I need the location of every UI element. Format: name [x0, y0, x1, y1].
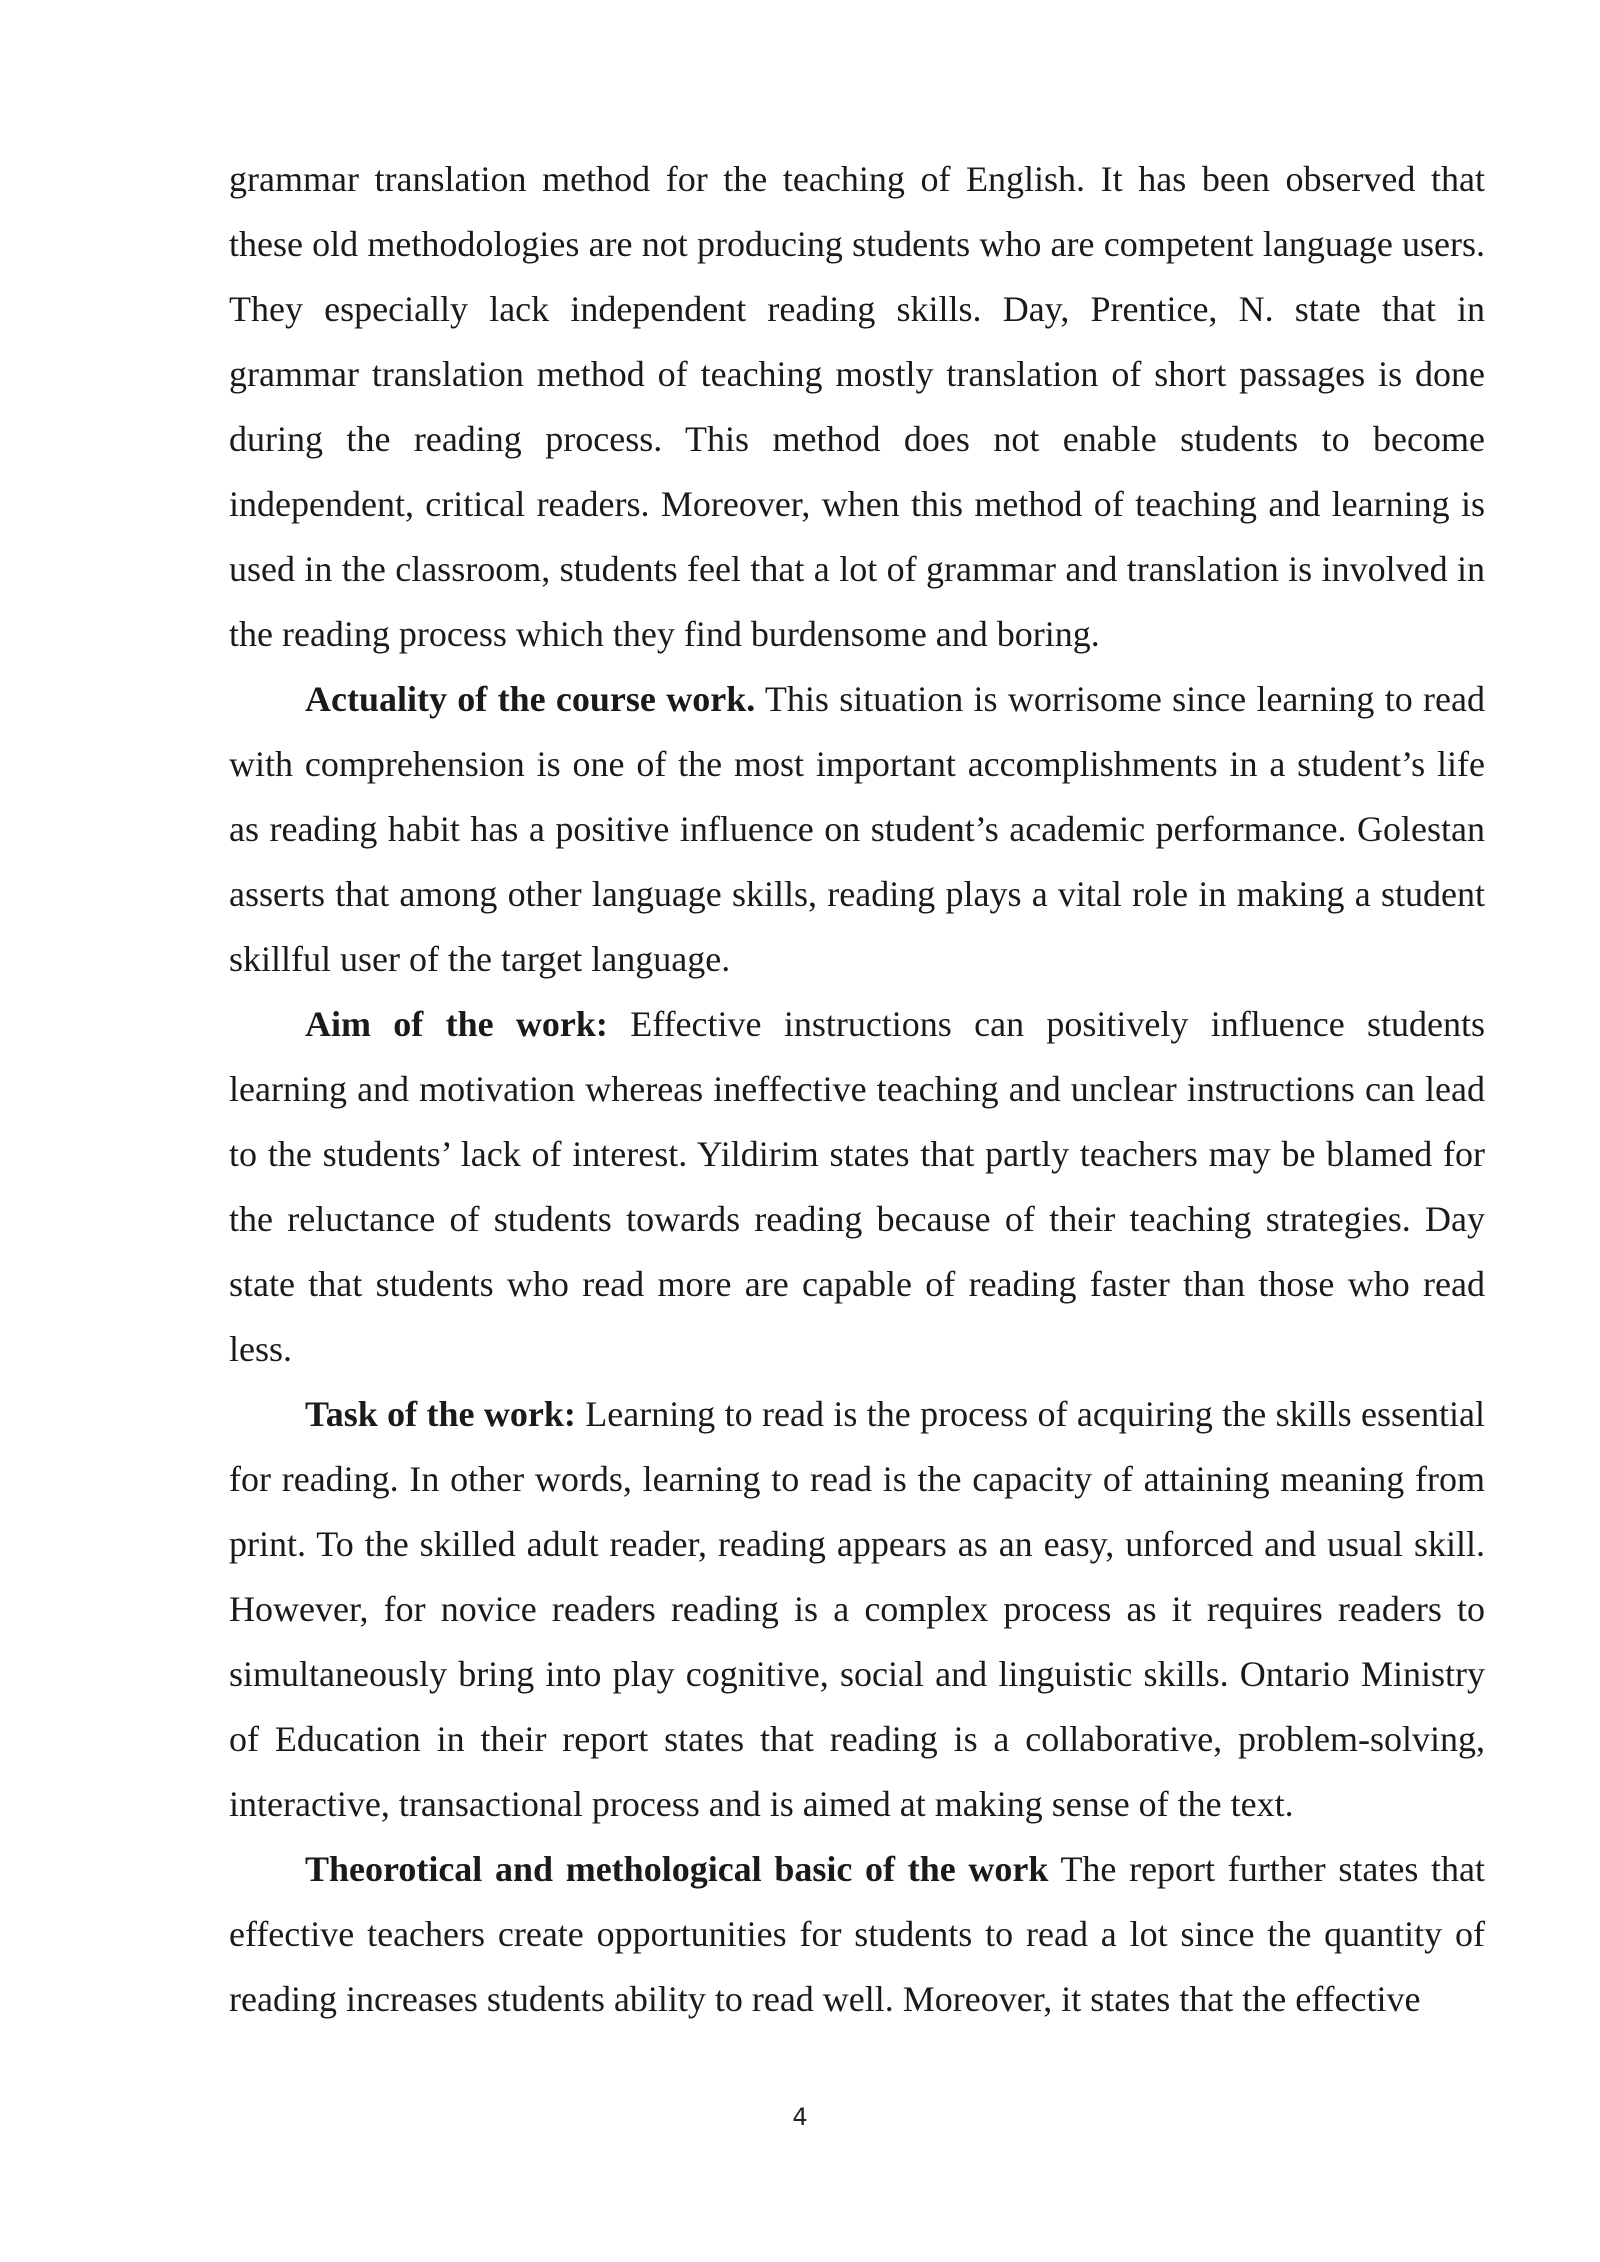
- paragraph-actuality: [229, 667, 1485, 992]
- paragraph-heading-task: Task of the work:: [305, 1394, 576, 1434]
- paragraph-text: This situation is worrisome since learning to read with comprehension is one of the most important accomplishments in a student’s life as reading habit has a positive influence on student’s academic performance. Golestan asserts that among other language skills, reading plays a vital role in making a student skillful user of the target language.: [229, 679, 1485, 979]
- paragraph-heading-actuality: Actuality of the course work.: [305, 679, 756, 719]
- paragraph-heading-aim: Aim of the work:: [305, 1004, 608, 1044]
- paragraph-text: grammar translation method for the teaching of English. It has been observed that these old methodologies are not producing students who are competent language users. They especially lack independent reading skills. Day, Prentice, N. state that in grammar translation method of teaching mostly translation of short passages is done during the reading process. This method does not enable students to become independent, critical readers. Moreover, when this method of teaching and learning is used in the classroom, students feel that a lot of grammar and translation is involved in the reading process which they find burdensome and boring.: [229, 159, 1485, 654]
- paragraph-intro: [229, 147, 1485, 667]
- paragraph-task: [229, 1382, 1485, 1837]
- paragraph-text: Effective instructions can positively influence students learning and motivation whereas ineffective teaching and unclear instructions can lead to the students’ lack of interest. Yildirim states that partly teachers may be blamed for the reluctance of students towards reading because of their teaching strategies. Day state that students who read more are capable of reading faster than those who read less.: [229, 1004, 1485, 1369]
- body-text: [229, 147, 1485, 2032]
- page-number: 4: [792, 2103, 808, 2131]
- paragraph-text: Learning to read is the process of acquiring the skills essential for reading. In other words, learning to read is the capacity of attaining meaning from print. To the skilled adult reader, reading appears as an easy, unforced and usual skill. However, for novice readers reading is a complex process as it requires readers to simultaneously bring into play cognitive, social and linguistic skills. Ontario Ministry of Education in their report states that reading is a collaborative, problem-solving, interactive, transactional process and is aimed at making sense of the text.: [229, 1394, 1485, 1824]
- paragraph-heading-theory: Theorotical and methological basic of the work: [305, 1849, 1049, 1889]
- paragraph-text: The report further states that effective teachers create opportunities for students to read a lot since the quantity of reading increases students ability to read well. Moreover, it states that the effective: [229, 1849, 1485, 2019]
- paragraph-theory: [229, 1837, 1485, 2032]
- paragraph-aim: [229, 992, 1485, 1382]
